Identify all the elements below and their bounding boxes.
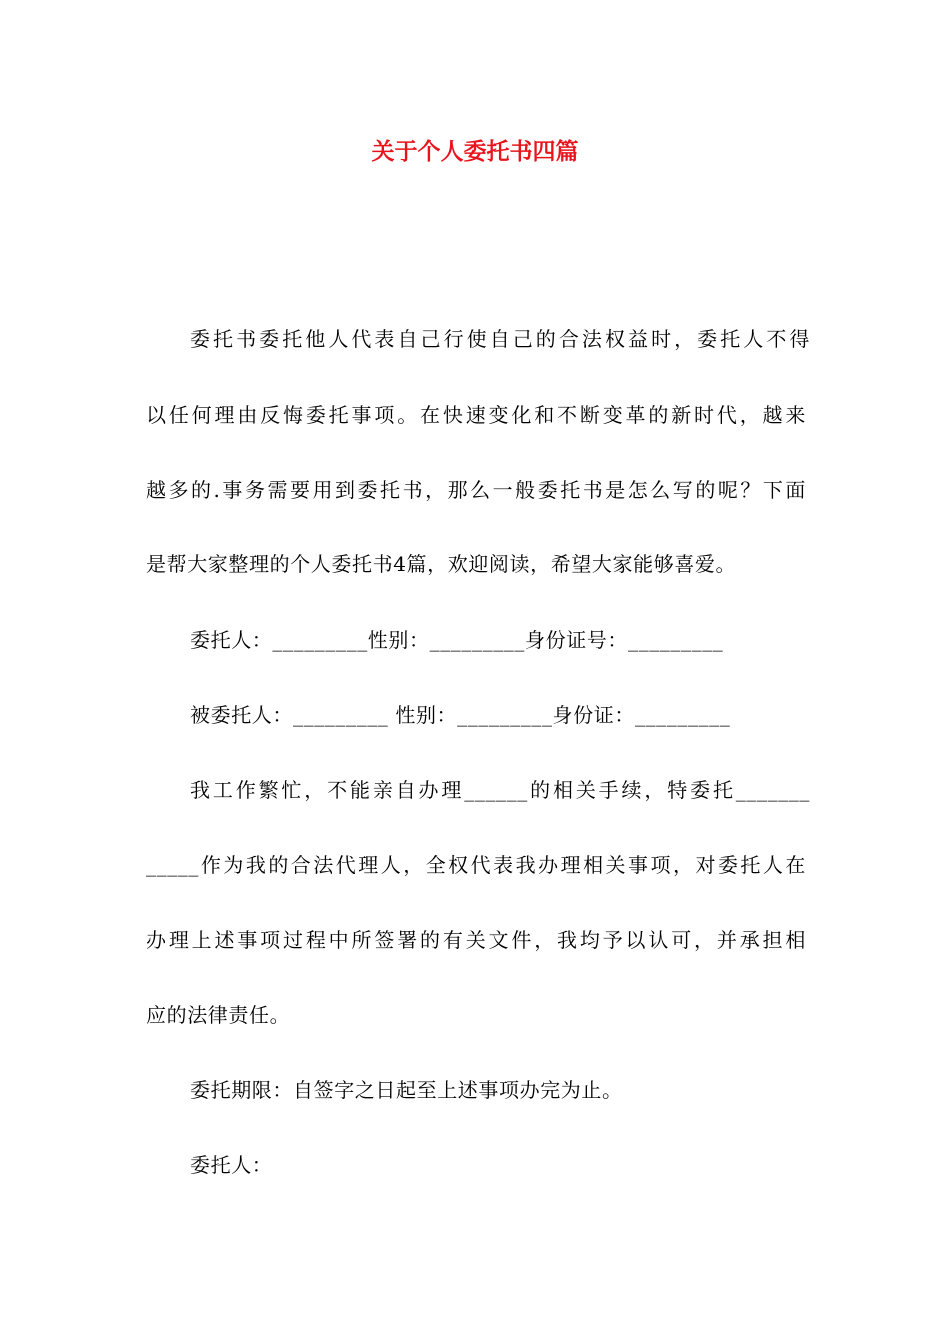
agent-info-line: 被委托人：_________ 性别：_________身份证：_________	[190, 703, 731, 727]
paragraph-line: 应的法律责任。	[146, 1003, 291, 1027]
paragraph-line: 办理上述事项过程中所签署的有关文件，我均予以认可，并承担相	[146, 928, 806, 952]
paragraph-line: 以任何理由反悔委托事项。在快速变化和不断变革的新时代，越来	[146, 403, 806, 427]
principal-info-line: 委托人：_________性别：_________身份证号：_________	[190, 628, 724, 652]
signature-label: 委托人：	[190, 1153, 273, 1177]
term-line: 委托期限：自签字之日起至上述事项办完为止。	[190, 1078, 623, 1102]
paragraph-line: 我工作繁忙，不能亲自办理______的相关手续，特委托_______	[190, 778, 810, 802]
paragraph-line: _____作为我的合法代理人，全权代表我办理相关事项，对委托人在	[146, 853, 806, 877]
paragraph-line: 越多的.事务需要用到委托书，那么一般委托书是怎么写的呢？下面	[146, 478, 806, 502]
paragraph-line: 是帮大家整理的个人委托书4篇，欢迎阅读，希望大家能够喜爱。	[146, 552, 737, 576]
document-title: 关于个人委托书四篇	[371, 139, 579, 165]
paragraph-line: 委托书委托他人代表自己行使自己的合法权益时，委托人不得	[190, 327, 810, 351]
